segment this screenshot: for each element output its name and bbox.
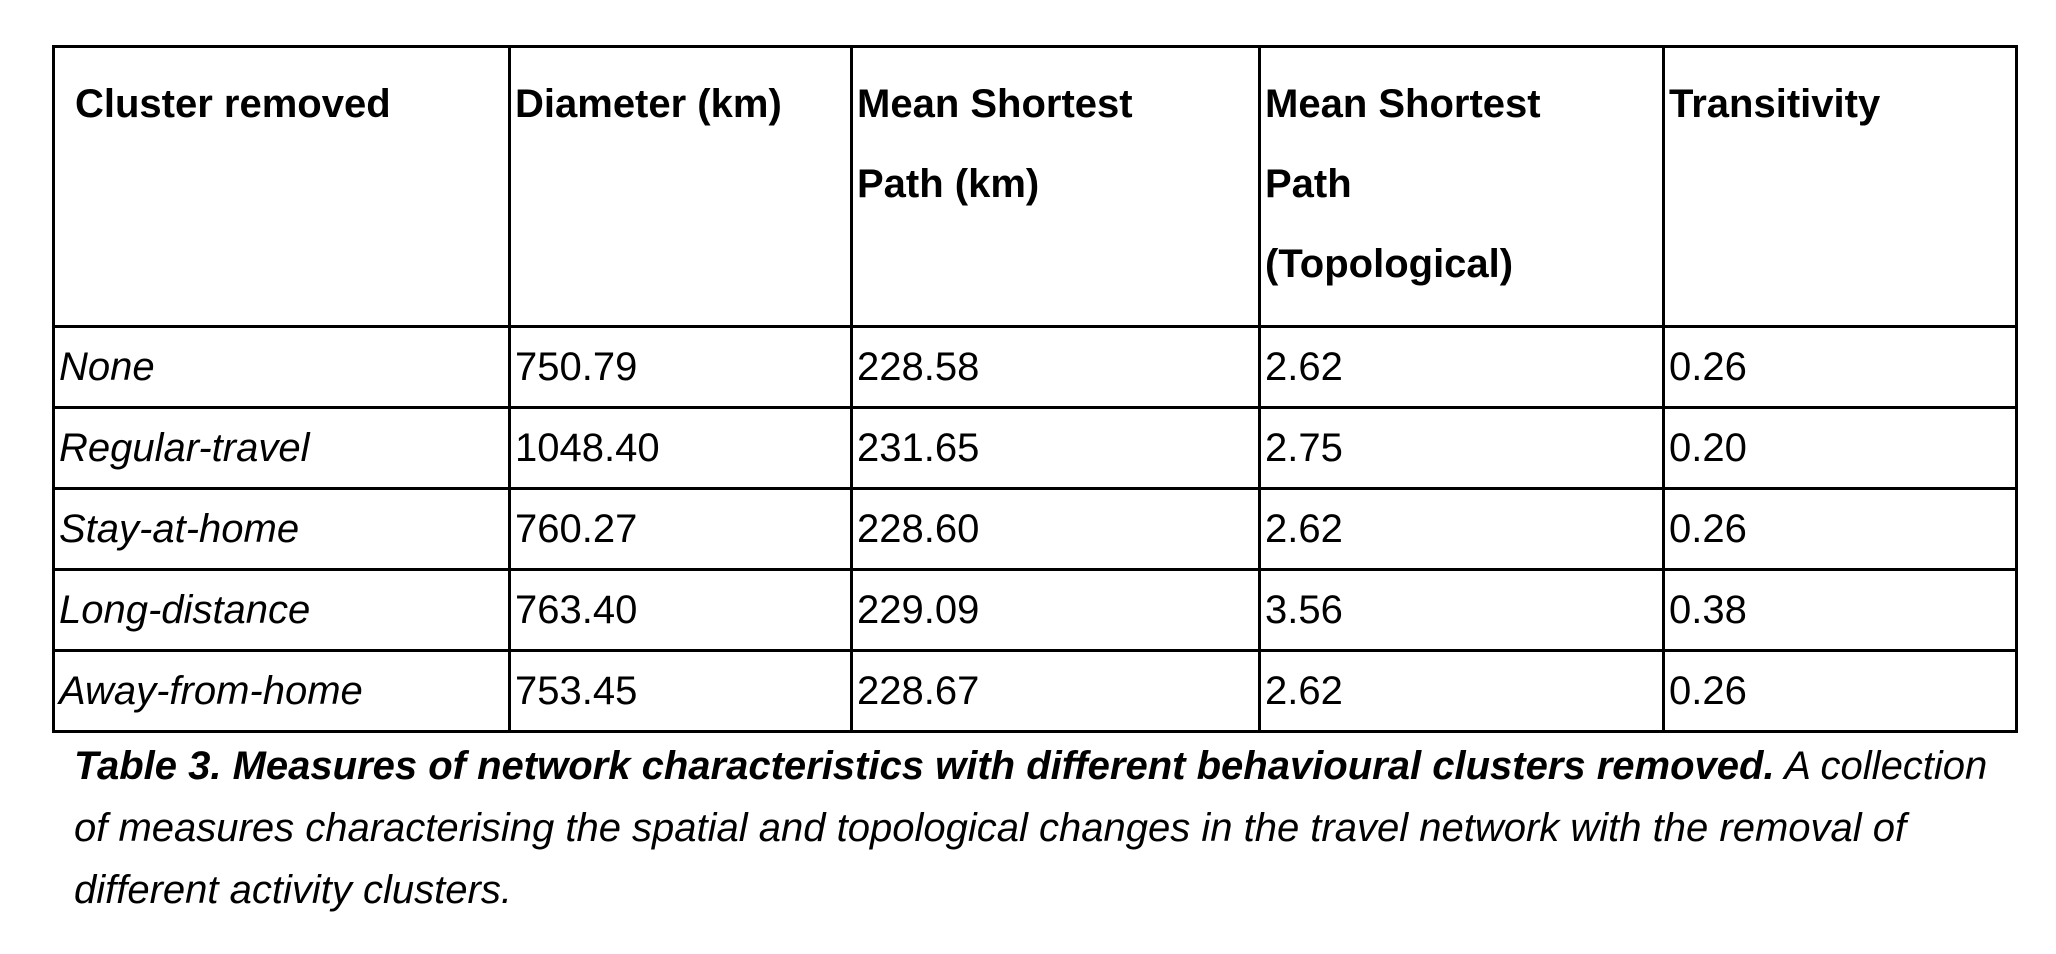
- header-mean-shortest-path-km-text: Mean Shortest Path (km): [857, 82, 1133, 206]
- table-row: [54, 651, 2017, 732]
- cell-mean-shortest-path-km: 228.58: [852, 327, 1260, 408]
- cell-diameter: 753.45: [510, 651, 852, 732]
- network-measures-table: [52, 45, 2018, 733]
- cell-transitivity: 0.38: [1664, 570, 2017, 651]
- cell-mean-shortest-path-topological: 2.62: [1260, 489, 1664, 570]
- cell-cluster-name: Away-from-home: [54, 651, 510, 732]
- cell-cluster-name: None: [54, 327, 510, 408]
- cell-cluster-name: Stay-at-home: [54, 489, 510, 570]
- table-row: [54, 408, 2017, 489]
- header-cluster-removed: Cluster removed: [54, 47, 510, 327]
- cell-cluster-name: Regular-travel: [54, 408, 510, 489]
- cell-transitivity: 0.26: [1664, 327, 2017, 408]
- header-mean-shortest-path-topological-text: Mean Shortest Path (Topological): [1265, 82, 1541, 286]
- cell-mean-shortest-path-topological: 2.62: [1260, 651, 1664, 732]
- cell-mean-shortest-path-topological: 2.62: [1260, 327, 1664, 408]
- cell-diameter: 1048.40: [510, 408, 852, 489]
- data-table-container: [52, 45, 2018, 733]
- header-transitivity: Transitivity: [1664, 47, 2017, 327]
- cell-transitivity: 0.26: [1664, 651, 2017, 732]
- table-caption: [74, 735, 2024, 921]
- table-row: [54, 327, 2017, 408]
- cell-cluster-name: Long-distance: [54, 570, 510, 651]
- caption-title: Table 3. Measures of network characteristics with different behavioural clusters removed.: [74, 744, 1775, 788]
- cell-mean-shortest-path-km: 228.60: [852, 489, 1260, 570]
- caption-text: A collection of measures characterising the spatial and topological changes in the travel network with the removal of different activity clusters.: [74, 744, 1988, 912]
- header-diameter: Diameter (km): [510, 47, 852, 327]
- cell-mean-shortest-path-km: 231.65: [852, 408, 1260, 489]
- table-row: [54, 489, 2017, 570]
- cell-mean-shortest-path-topological: 3.56: [1260, 570, 1664, 651]
- cell-diameter: 760.27: [510, 489, 852, 570]
- cell-transitivity: 0.20: [1664, 408, 2017, 489]
- cell-diameter: 750.79: [510, 327, 852, 408]
- table-header-row: [54, 47, 2017, 327]
- header-mean-shortest-path-km: [852, 47, 1260, 327]
- cell-diameter: 763.40: [510, 570, 852, 651]
- cell-mean-shortest-path-km: 229.09: [852, 570, 1260, 651]
- header-mean-shortest-path-topological: [1260, 47, 1664, 327]
- cell-mean-shortest-path-topological: 2.75: [1260, 408, 1664, 489]
- cell-mean-shortest-path-km: 228.67: [852, 651, 1260, 732]
- cell-transitivity: 0.26: [1664, 489, 2017, 570]
- table-row: [54, 570, 2017, 651]
